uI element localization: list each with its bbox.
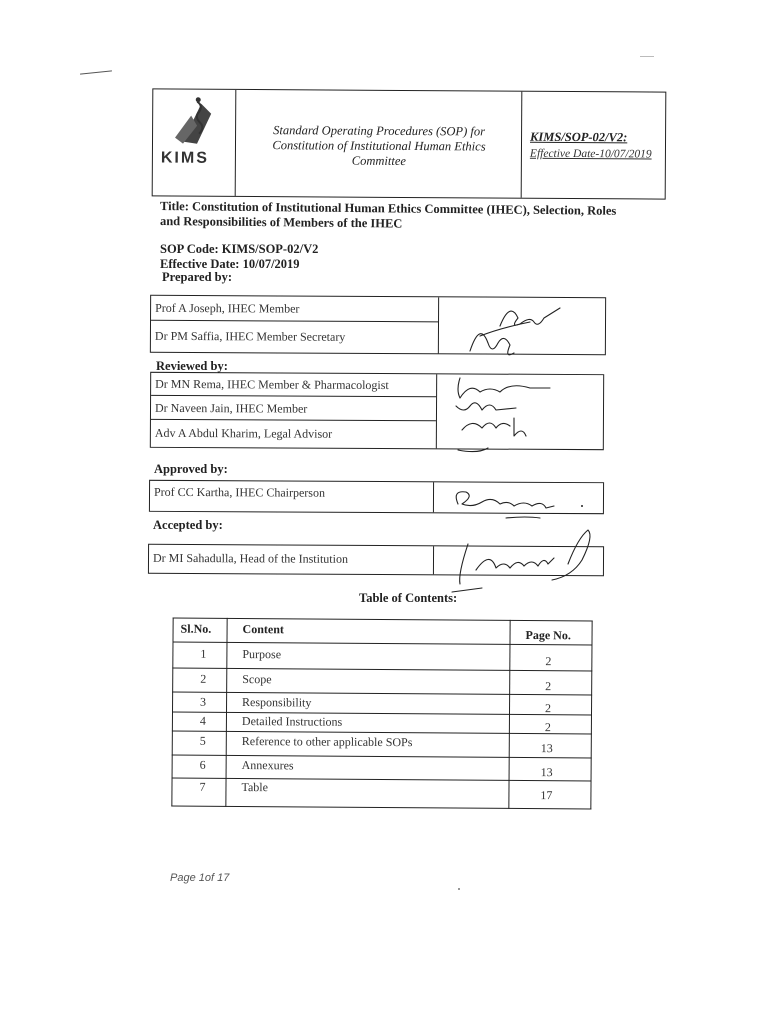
toc-header-content: Content — [242, 622, 284, 637]
toc-row-sl: 1 — [200, 646, 207, 661]
toc-row-divider — [172, 755, 592, 759]
toc-row-page: 13 — [540, 765, 553, 780]
toc-row-content: Detailed Instructions — [241, 714, 343, 729]
toc-row-sl: 3 — [200, 694, 207, 709]
header-effective-date: Effective Date-10/07/2019 — [529, 147, 652, 161]
toc-row-sl: 2 — [200, 671, 207, 686]
scan-mark — [80, 70, 112, 74]
signature-column-divider — [433, 482, 434, 512]
signature-column-divider — [433, 546, 434, 574]
signature-icon — [446, 484, 596, 524]
toc-row-content: Reference to other applicable SOPs — [241, 734, 413, 750]
approved-row: Prof CC Kartha, IHEC Chairperson — [153, 484, 326, 500]
accepted-row: Dr MI Sahadulla, Head of the Institution — [152, 550, 349, 566]
header-title-line: Constitution of Institutional Human Ethics — [272, 138, 486, 154]
toc-row-content: Purpose — [242, 647, 282, 662]
toc-row-sl: 6 — [199, 757, 206, 772]
toc-header-page: Page No. — [525, 628, 571, 643]
reviewed-heading: Reviewed by: — [156, 359, 228, 373]
toc-row-divider — [172, 692, 592, 696]
header-title — [248, 123, 510, 170]
toc-row-page: 13 — [540, 741, 553, 756]
toc-row-sl: 7 — [199, 779, 206, 794]
document-title-line: and Responsibilities of Members of the IHEC — [159, 214, 403, 231]
prepared-row: Dr PM Saffia, IHEC Member Secretary — [154, 328, 346, 344]
logo-text: KIMS — [160, 149, 209, 167]
effective-date-line: Effective Date: 10/07/2019 — [160, 257, 300, 271]
toc-row-page: 2 — [544, 720, 551, 735]
logo-cell — [153, 89, 237, 196]
header-title-line: Committee — [351, 153, 407, 168]
reviewed-row: Dr Naveen Jain, IHEC Member — [151, 396, 436, 421]
header-title-cell — [236, 90, 523, 198]
kims-logo-icon — [153, 91, 235, 151]
toc-row-page: 17 — [540, 788, 553, 803]
toc-row-content: Responsibility — [242, 695, 312, 710]
header-sop-code: KIMS/SOP-02/V2: — [530, 129, 628, 145]
toc-row-divider — [172, 778, 592, 782]
header-code-cell — [522, 92, 666, 199]
toc-row-content: Table — [241, 780, 269, 795]
toc-row-sl: 4 — [199, 713, 206, 728]
toc-row-divider — [172, 668, 592, 672]
accepted-heading: Accepted by: — [153, 518, 223, 532]
toc-row-page: 2 — [545, 679, 552, 694]
sop-code-line: SOP Code: KIMS/SOP-02/V2 — [160, 242, 319, 256]
signature-column-divider — [438, 297, 439, 353]
signature-icon — [450, 522, 610, 602]
toc-row-page: 2 — [544, 701, 552, 716]
prepared-row: Prof A Joseph, IHEC Member — [151, 296, 438, 323]
prepared-heading: Prepared by: — [162, 270, 233, 284]
toc-row-sl: 5 — [199, 733, 206, 748]
toc-header-sl: Sl.No. — [180, 621, 212, 636]
toc-table — [171, 618, 592, 810]
toc-row-divider — [172, 712, 592, 716]
toc-row-divider — [172, 731, 592, 735]
signature-icon — [450, 296, 590, 366]
toc-heading: Table of Contents: — [359, 591, 458, 605]
toc-row-content: Annexures — [241, 758, 294, 773]
reviewed-row: Adv A Abdul Kharim, Legal Advisor — [154, 425, 333, 441]
signature-icon — [446, 372, 596, 462]
document-title-line: Title: Constitution of Institutional Human Ethics Committee (IHEC), Selection, Roles — [159, 199, 617, 218]
toc-border — [173, 618, 593, 622]
approved-heading: Approved by: — [154, 462, 228, 476]
header-title-line: Standard Operating Procedures (SOP) for — [273, 123, 486, 139]
signature-column-divider — [436, 374, 437, 448]
toc-border — [171, 806, 591, 810]
page-number-footer: Page 1of 17 — [170, 872, 230, 884]
toc-row-content: Scope — [242, 672, 272, 687]
header-box — [152, 88, 667, 199]
toc-row-page: 2 — [545, 654, 552, 669]
reviewed-row: Dr MN Rema, IHEC Member & Pharmacologist — [151, 373, 436, 397]
scan-speck — [458, 888, 460, 890]
scan-speck — [640, 56, 654, 57]
